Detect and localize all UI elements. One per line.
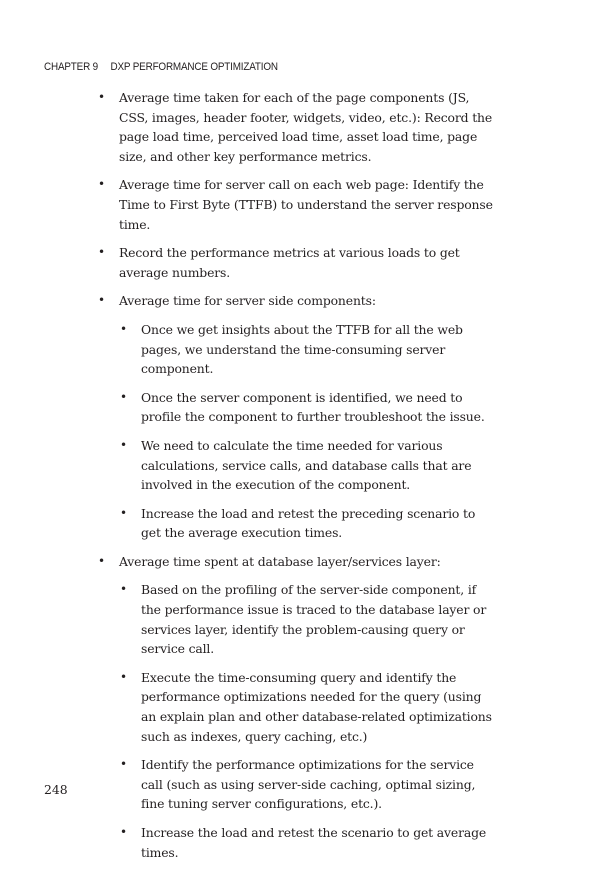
sub-list-item	[94, 755, 494, 814]
list-item-text: Average time spent at database layer/services layer:	[119, 553, 441, 569]
list-item	[94, 552, 494, 862]
bullet-icon: •	[98, 245, 105, 260]
sub-bullet-list	[119, 580, 494, 862]
chapter-title: DXP PERFORMANCE OPTIMIZATION	[110, 61, 278, 73]
list-item	[94, 175, 494, 234]
bullet-list	[94, 88, 494, 862]
sub-list-item-text: Once the server component is identified, we need to profile the component to further troubleshoot the issue.	[141, 389, 485, 425]
bullet-icon: •	[120, 757, 127, 772]
list-item-text: Average time for server side components:	[119, 293, 376, 309]
sub-bullet-list	[119, 320, 494, 543]
list-item-text: Record the performance metrics at various loads to get average numbers.	[119, 245, 460, 280]
sub-list-item-text: Identify the performance optimizations for the service call (such as using server-side caching, optimal sizing, fine tuning server configurations, etc.).	[141, 757, 476, 812]
sub-list-item-text: Based on the profiling of the server-side component, if the performance issue is traced to the database layer or services layer, identify the problem-causing query or service call.	[141, 582, 487, 657]
sub-list-item	[94, 668, 494, 746]
bullet-icon: •	[98, 90, 105, 104]
bullet-icon: •	[98, 553, 105, 568]
sub-list-item-text: We need to calculate the time needed for various calculations, service calls, and database calls that are involved in the execution of the component.	[141, 437, 472, 493]
sub-list-item	[94, 320, 494, 379]
bullet-icon: •	[120, 582, 127, 597]
sub-list-item-text: Once we get insights about the TTFB for all the web pages, we understand the time-consuming server component.	[141, 321, 463, 377]
page-body	[94, 88, 494, 871]
sub-list-item	[94, 580, 494, 658]
sub-list-item	[94, 388, 494, 427]
list-item-text: Average time taken for each of the page components (JS, CSS, images, header footer, widgets, video, etc.): Record the page load time, perceived load time, asset load time, page size, and other key performance metrics.	[119, 90, 493, 164]
bullet-icon: •	[120, 437, 127, 452]
sub-list-item	[94, 823, 494, 862]
bullet-icon: •	[120, 505, 127, 520]
running-header	[44, 61, 278, 73]
sub-list-item	[94, 436, 494, 495]
list-item-text: Average time for server call on each web page: Identify the Time to First Byte (TTFB) to understand the server response time.	[119, 177, 493, 232]
bullet-icon: •	[120, 669, 127, 684]
list-item	[94, 291, 494, 543]
chapter-number: CHAPTER 9	[44, 61, 98, 73]
page-number: 248	[44, 782, 68, 797]
sub-list-item	[94, 504, 494, 543]
bullet-icon: •	[98, 177, 105, 192]
bullet-icon: •	[120, 321, 127, 336]
bullet-icon: •	[98, 293, 105, 308]
list-item	[94, 88, 494, 166]
sub-list-item-text: Increase the load and retest the scenario to get average times.	[141, 825, 487, 860]
bullet-icon: •	[120, 825, 127, 839]
bullet-icon: •	[120, 389, 127, 404]
list-item	[94, 243, 494, 282]
sub-list-item-text: Increase the load and retest the preceding scenario to get the average execution times.	[141, 505, 476, 541]
sub-list-item-text: Execute the time-consuming query and identify the performance optimizations needed for the query (using an explain plan and other database-related optimizations such as indexes, query caching, etc.)	[141, 669, 492, 744]
